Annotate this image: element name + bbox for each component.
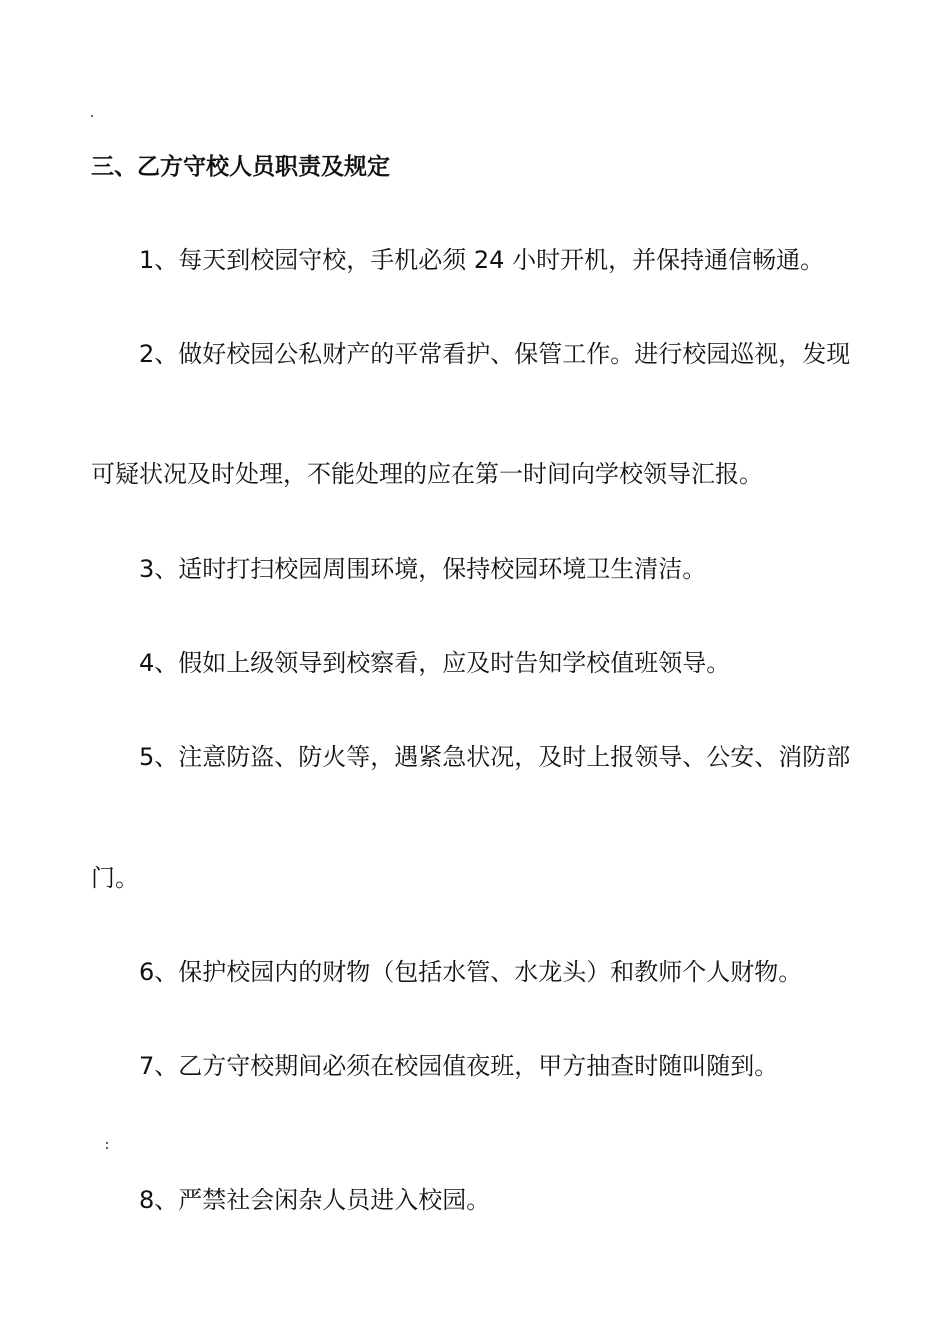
item-4-line-1: 4、假如上级领导到校察看，应及时告知学校值班领导。 [139, 649, 731, 677]
stray-mark-middle [106, 1142, 108, 1144]
item-5-line-1: 5、注意防盗、防火等，遇紧急状况，及时上报领导、公安、消防部 [139, 743, 851, 771]
item-5-line-2: 门。 [91, 864, 139, 892]
item-2-line-1: 2、做好校园公私财产的平常看护、保管工作。进行校园巡视，发现 [139, 340, 851, 368]
item-1-line-1: 1、每天到校园守校，手机必须 24 小时开机，并保持通信畅通。 [139, 246, 825, 274]
item-6-line-1: 6、保护校园内的财物（包括水管、水龙头）和教师个人财物。 [139, 958, 803, 986]
item-7-line-1: 7、乙方守校期间必须在校园值夜班，甲方抽查时随叫随到。 [139, 1052, 779, 1080]
stray-mark-top [91, 115, 93, 117]
section-heading: 三、乙方守校人员职责及规定 [91, 154, 390, 180]
item-3-line-1: 3、适时打扫校园周围环境，保持校园环境卫生清洁。 [139, 555, 707, 583]
item-2-line-2: 可疑状况及时处理，不能处理的应在第一时间向学校领导汇报。 [91, 460, 763, 488]
stray-mark-middle-2 [106, 1147, 108, 1149]
item-8-line-1: 8、严禁社会闲杂人员进入校园。 [139, 1186, 491, 1214]
